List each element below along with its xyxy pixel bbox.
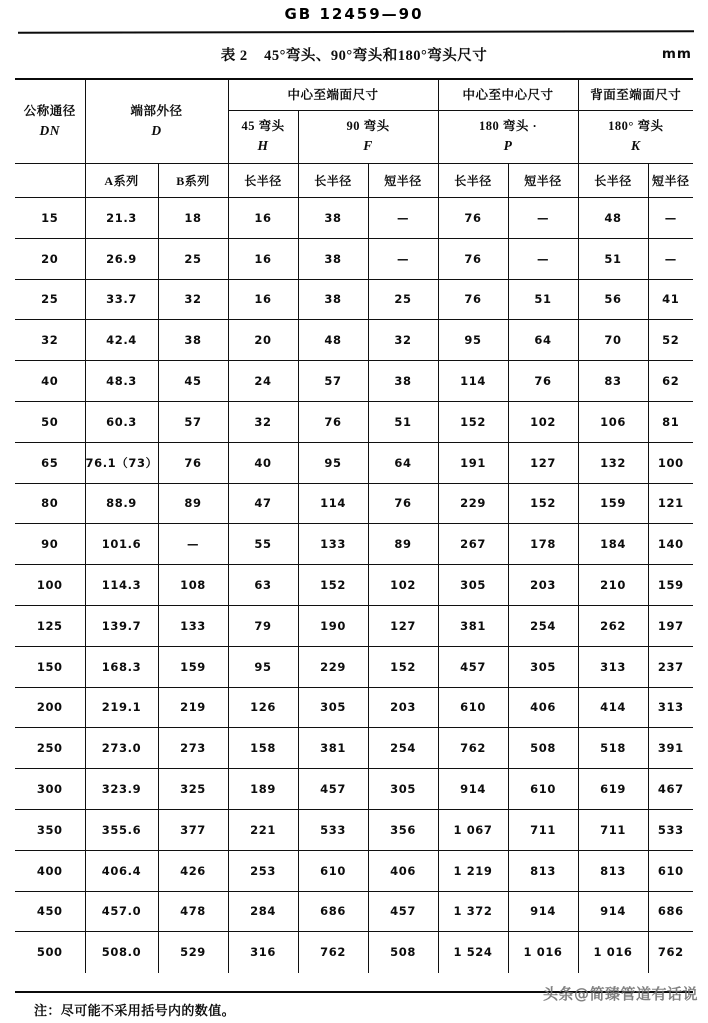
header-f-short-radius: 短半径	[368, 164, 438, 198]
table-cell: 32	[158, 279, 228, 320]
table-cell: 377	[158, 809, 228, 850]
table-cell: 426	[158, 850, 228, 891]
table-title: 表 2 45°弯头、90°弯头和180°弯头尺寸	[220, 48, 488, 64]
table-cell: 197	[648, 605, 693, 646]
table-cell: 313	[648, 687, 693, 728]
cell-dn: 25	[15, 279, 85, 320]
table-footnote: 注：尽可能不采用括号内的数值。	[34, 1003, 236, 1018]
table-cell: 610	[298, 850, 368, 891]
table-row	[15, 483, 693, 524]
table-cell: 33.7	[85, 279, 158, 320]
table-cell: 406	[508, 687, 578, 728]
table-cell: 457.0	[85, 891, 158, 932]
table-cell: 133	[298, 524, 368, 565]
table-cell: 38	[298, 238, 368, 279]
table-cell: 168.3	[85, 646, 158, 687]
table-cell: 52	[648, 320, 693, 361]
table-cell: 221	[228, 809, 298, 850]
table-cell: 152	[368, 646, 438, 687]
header-dn-spacer	[15, 164, 85, 198]
header-d-symbol: D	[151, 122, 162, 138]
table-cell: 203	[368, 687, 438, 728]
table-cell: 132	[578, 442, 648, 483]
table-cell: 76	[368, 483, 438, 524]
table-cell: 184	[578, 524, 648, 565]
table-cell: 106	[578, 401, 648, 442]
table-cell: 89	[158, 483, 228, 524]
table-cell: 478	[158, 891, 228, 932]
table-cell: —	[158, 524, 228, 565]
header-group-center-to-face: 中心至端面尺寸	[228, 80, 438, 111]
table-cell: 95	[438, 320, 508, 361]
table-cell: 237	[648, 646, 693, 687]
table-cell: 508	[508, 728, 578, 769]
table-row	[15, 320, 693, 361]
table-cell: 127	[508, 442, 578, 483]
cell-dn: 500	[15, 932, 85, 973]
table-cell: 51	[368, 401, 438, 442]
table-cell: 159	[578, 483, 648, 524]
table-head	[15, 80, 693, 198]
table-cell: 190	[298, 605, 368, 646]
table-cell: 76.1（73）	[85, 442, 158, 483]
table-cell: 711	[578, 809, 648, 850]
table-row	[15, 279, 693, 320]
table-cell: 1 016	[578, 932, 648, 973]
table-cell: 391	[648, 728, 693, 769]
cell-dn: 100	[15, 565, 85, 606]
table-cell: 203	[508, 565, 578, 606]
table-cell: 914	[438, 769, 508, 810]
table-cell: 76	[438, 279, 508, 320]
cell-dn: 15	[15, 198, 85, 239]
table-cell: 686	[648, 891, 693, 932]
table-cell: 457	[298, 769, 368, 810]
table-cell: 518	[578, 728, 648, 769]
table-cell: 762	[648, 932, 693, 973]
table-cell: 508.0	[85, 932, 158, 973]
cell-dn: 65	[15, 442, 85, 483]
table-cell: 45	[158, 361, 228, 402]
table-cell: 76	[438, 198, 508, 239]
cell-dn: 32	[15, 320, 85, 361]
header-outside-diameter	[85, 80, 228, 164]
table-cell: 229	[438, 483, 508, 524]
table-row	[15, 198, 693, 239]
table-cell: 711	[508, 809, 578, 850]
table-cell: 79	[228, 605, 298, 646]
table-cell: 325	[158, 769, 228, 810]
dimensions-grid	[15, 80, 693, 973]
table-cell: 610	[508, 769, 578, 810]
table-cell: —	[508, 238, 578, 279]
header-dn	[15, 80, 85, 164]
table-cell: 210	[578, 565, 648, 606]
table-cell: 47	[228, 483, 298, 524]
table-cell: 305	[438, 565, 508, 606]
header-elbow-45	[228, 111, 298, 164]
header-elbow-90	[298, 111, 438, 164]
table-cell: 41	[648, 279, 693, 320]
table-cell: 381	[438, 605, 508, 646]
table-cell: 126	[228, 687, 298, 728]
table-cell: 1 067	[438, 809, 508, 850]
table-cell: —	[648, 198, 693, 239]
table-cell: 508	[368, 932, 438, 973]
table-cell: 38	[368, 361, 438, 402]
header-dn-symbol: DN	[39, 122, 60, 138]
cell-dn: 350	[15, 809, 85, 850]
cell-dn: 200	[15, 687, 85, 728]
table-cell: 254	[508, 605, 578, 646]
header-elbow-180-p-label: 180 弯头 ·	[478, 119, 538, 134]
table-cell: 619	[578, 769, 648, 810]
table-row	[15, 565, 693, 606]
table-cell: 467	[648, 769, 693, 810]
table-cell: —	[648, 238, 693, 279]
table-cell: 76	[158, 442, 228, 483]
table-cell: 51	[508, 279, 578, 320]
table-cell: 40	[228, 442, 298, 483]
table-cell: 178	[508, 524, 578, 565]
header-group-center-to-center: 中心至中心尺寸	[438, 80, 578, 111]
table-cell: 114	[438, 361, 508, 402]
table-cell: 152	[508, 483, 578, 524]
table-cell: 16	[228, 198, 298, 239]
table-cell: 42.4	[85, 320, 158, 361]
header-elbow-180-k	[578, 111, 693, 164]
table-cell: 813	[578, 850, 648, 891]
table-cell: 529	[158, 932, 228, 973]
table-row	[15, 238, 693, 279]
table-cell: 191	[438, 442, 508, 483]
table-cell: 914	[578, 891, 648, 932]
table-cell: 189	[228, 769, 298, 810]
table-cell: 16	[228, 279, 298, 320]
table-cell: 18	[158, 198, 228, 239]
table-row	[15, 850, 693, 891]
table-cell: 152	[298, 565, 368, 606]
table-cell: 25	[368, 279, 438, 320]
table-cell: 102	[368, 565, 438, 606]
table-row	[15, 361, 693, 402]
header-p-short-radius: 短半径	[508, 164, 578, 198]
cell-dn: 150	[15, 646, 85, 687]
table-cell: 1 219	[438, 850, 508, 891]
table-cell: 219	[158, 687, 228, 728]
table-cell: 262	[578, 605, 648, 646]
table-cell: 83	[578, 361, 648, 402]
header-k-long-radius: 长半径	[578, 164, 648, 198]
table-cell: 762	[438, 728, 508, 769]
table-cell: 253	[228, 850, 298, 891]
cell-dn: 80	[15, 483, 85, 524]
table-cell: 114	[298, 483, 368, 524]
header-d-label: 端部外径	[130, 103, 183, 118]
table-cell: 32	[368, 320, 438, 361]
table-cell: 457	[368, 891, 438, 932]
table-cell: 20	[228, 320, 298, 361]
table-row	[15, 891, 693, 932]
cell-dn: 300	[15, 769, 85, 810]
table-cell: 89	[368, 524, 438, 565]
table-cell: 76	[438, 238, 508, 279]
table-cell: 406	[368, 850, 438, 891]
table-cell: 62	[648, 361, 693, 402]
table-cell: 48	[578, 198, 648, 239]
table-cell: 273	[158, 728, 228, 769]
table-cell: 381	[298, 728, 368, 769]
table-cell: 406.4	[85, 850, 158, 891]
table-cell: 267	[438, 524, 508, 565]
header-elbow-180-p	[438, 111, 578, 164]
header-elbow-45-label: 45 弯头	[241, 119, 285, 134]
table-cell: 95	[228, 646, 298, 687]
table-cell: 25	[158, 238, 228, 279]
table-cell: 533	[298, 809, 368, 850]
cell-dn: 450	[15, 891, 85, 932]
table-row	[15, 687, 693, 728]
table-row	[15, 728, 693, 769]
table-cell: 414	[578, 687, 648, 728]
header-h-long-radius: 长半径	[228, 164, 298, 198]
table-cell: 21.3	[85, 198, 158, 239]
watermark: 头条@简臻管道有话说	[542, 985, 698, 1003]
table-cell: 457	[438, 646, 508, 687]
table-cell: 102	[508, 401, 578, 442]
table-cell: 133	[158, 605, 228, 646]
header-elbow-90-label: 90 弯头	[346, 119, 390, 134]
table-cell: 355.6	[85, 809, 158, 850]
table-cell: 356	[368, 809, 438, 850]
table-row	[15, 442, 693, 483]
table-row	[15, 401, 693, 442]
cell-dn: 250	[15, 728, 85, 769]
table-cell: 140	[648, 524, 693, 565]
table-cell: 254	[368, 728, 438, 769]
header-elbow-45-symbol: H	[257, 138, 269, 154]
table-cell: 63	[228, 565, 298, 606]
header-f-long-radius: 长半径	[298, 164, 368, 198]
cell-dn: 50	[15, 401, 85, 442]
header-series-b: B系列	[158, 164, 228, 198]
table-cell: 16	[228, 238, 298, 279]
table-cell: 1 016	[508, 932, 578, 973]
header-elbow-180-k-label: 180° 弯头	[608, 119, 664, 134]
table-cell: 55	[228, 524, 298, 565]
table-cell: 38	[158, 320, 228, 361]
table-cell: 48	[298, 320, 368, 361]
cell-dn: 20	[15, 238, 85, 279]
table-cell: 95	[298, 442, 368, 483]
header-elbow-180-p-symbol: P	[503, 138, 513, 154]
table-cell: 60.3	[85, 401, 158, 442]
table-cell: 219.1	[85, 687, 158, 728]
table-row	[15, 769, 693, 810]
table-cell: 76	[298, 401, 368, 442]
table-cell: 101.6	[85, 524, 158, 565]
table-body	[15, 198, 693, 973]
table-cell: 51	[578, 238, 648, 279]
table-cell: 762	[298, 932, 368, 973]
table-cell: 610	[438, 687, 508, 728]
table-cell: 316	[228, 932, 298, 973]
table-cell: 152	[438, 401, 508, 442]
table-cell: 305	[508, 646, 578, 687]
table-cell: 273.0	[85, 728, 158, 769]
table-cell: 24	[228, 361, 298, 402]
table-cell: 38	[298, 279, 368, 320]
table-cell: 108	[158, 565, 228, 606]
table-row	[15, 524, 693, 565]
table-cell: —	[368, 238, 438, 279]
table-cell: 305	[298, 687, 368, 728]
table-cell: 48.3	[85, 361, 158, 402]
table-cell: —	[508, 198, 578, 239]
header-group-back-to-face: 背面至端面尺寸	[578, 80, 693, 111]
table-cell: 533	[648, 809, 693, 850]
table-cell: —	[368, 198, 438, 239]
table-cell: 914	[508, 891, 578, 932]
page-header	[0, 0, 708, 34]
header-elbow-90-symbol: F	[363, 138, 373, 154]
table-cell: 114.3	[85, 565, 158, 606]
standard-code: GB 12459—90	[284, 5, 424, 23]
table-row	[15, 809, 693, 850]
table-cell: 813	[508, 850, 578, 891]
table-cell: 686	[298, 891, 368, 932]
table-cell: 64	[508, 320, 578, 361]
table-cell: 88.9	[85, 483, 158, 524]
table-cell: 57	[298, 361, 368, 402]
table-cell: 56	[578, 279, 648, 320]
header-series-a: A系列	[85, 164, 158, 198]
header-k-short-radius: 短半径	[648, 164, 693, 198]
header-elbow-180-k-symbol: K	[631, 138, 641, 154]
table-cell: 158	[228, 728, 298, 769]
table-cell: 139.7	[85, 605, 158, 646]
table-cell: 305	[368, 769, 438, 810]
table-cell: 26.9	[85, 238, 158, 279]
table-cell: 38	[298, 198, 368, 239]
table-cell: 121	[648, 483, 693, 524]
unit-label: mm	[661, 46, 692, 62]
table-cell: 159	[648, 565, 693, 606]
table-cell: 610	[648, 850, 693, 891]
cell-dn: 400	[15, 850, 85, 891]
table-row	[15, 605, 693, 646]
table-cell: 159	[158, 646, 228, 687]
table-cell: 81	[648, 401, 693, 442]
table-cell: 57	[158, 401, 228, 442]
table-cell: 323.9	[85, 769, 158, 810]
table-cell: 64	[368, 442, 438, 483]
table-cell: 313	[578, 646, 648, 687]
table-row	[15, 646, 693, 687]
dimensions-table	[15, 78, 693, 993]
cell-dn: 125	[15, 605, 85, 646]
table-cell: 229	[298, 646, 368, 687]
header-dn-label: 公称通径	[23, 103, 76, 118]
table-cell: 1 372	[438, 891, 508, 932]
table-cell: 76	[508, 361, 578, 402]
table-cell: 70	[578, 320, 648, 361]
table-cell: 284	[228, 891, 298, 932]
table-cell: 32	[228, 401, 298, 442]
table-cell: 127	[368, 605, 438, 646]
table-row	[15, 932, 693, 973]
table-cell: 100	[648, 442, 693, 483]
cell-dn: 40	[15, 361, 85, 402]
table-caption	[0, 44, 708, 70]
table-cell: 1 524	[438, 932, 508, 973]
header-p-long-radius: 长半径	[438, 164, 508, 198]
cell-dn: 90	[15, 524, 85, 565]
